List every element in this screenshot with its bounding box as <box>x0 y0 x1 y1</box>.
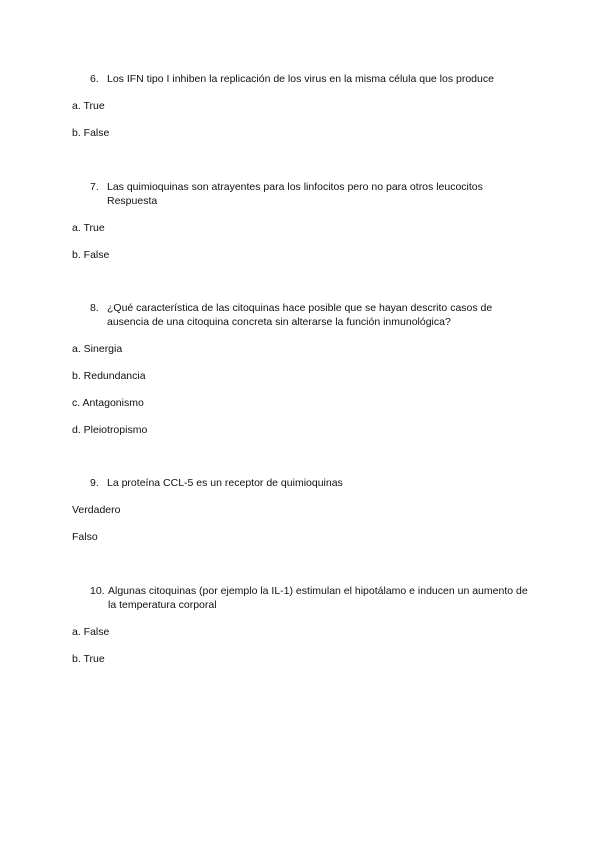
answer-option[interactable]: a. True <box>72 222 105 234</box>
question-number: 10. <box>90 585 105 597</box>
answer-option[interactable]: b. False <box>72 249 110 261</box>
question-10 <box>90 584 530 612</box>
answer-option[interactable]: b. True <box>72 653 105 665</box>
question-9 <box>90 476 530 490</box>
question-text: Las quimioquinas son atrayentes para los linfocitos pero no para otros leucocitos Respuesta <box>107 181 483 207</box>
question-6 <box>90 72 530 86</box>
answer-option[interactable]: a. False <box>72 626 110 638</box>
answer-option[interactable]: Falso <box>72 531 98 543</box>
answer-option[interactable]: b. Redundancia <box>72 370 146 382</box>
question-8 <box>90 301 530 329</box>
question-text: La proteína CCL-5 es un receptor de quimioquinas <box>107 477 343 489</box>
question-text: Los IFN tipo I inhiben la replicación de los virus en la misma célula que los produce <box>107 73 494 85</box>
answer-option[interactable]: b. False <box>72 127 110 139</box>
question-number: 6. <box>90 73 99 85</box>
question-number: 9. <box>90 477 99 489</box>
answer-option[interactable]: Verdadero <box>72 504 121 516</box>
question-number: 8. <box>90 302 99 314</box>
question-text: Algunas citoquinas (por ejemplo la IL-1) estimulan el hipotálamo e inducen un aumento de la temperatura corporal <box>108 585 528 611</box>
answer-option[interactable]: d. Pleiotropismo <box>72 424 148 436</box>
answer-option[interactable]: c. Antagonismo <box>72 397 144 409</box>
question-number: 7. <box>90 181 99 193</box>
question-text: ¿Qué característica de las citoquinas hace posible que se hayan descrito casos de ausencia de una citoquina concreta sin alterarse la función inmunológica? <box>107 302 493 328</box>
question-7 <box>90 180 530 208</box>
answer-option[interactable]: a. True <box>72 100 105 112</box>
answer-option[interactable]: a. Sinergia <box>72 343 123 355</box>
